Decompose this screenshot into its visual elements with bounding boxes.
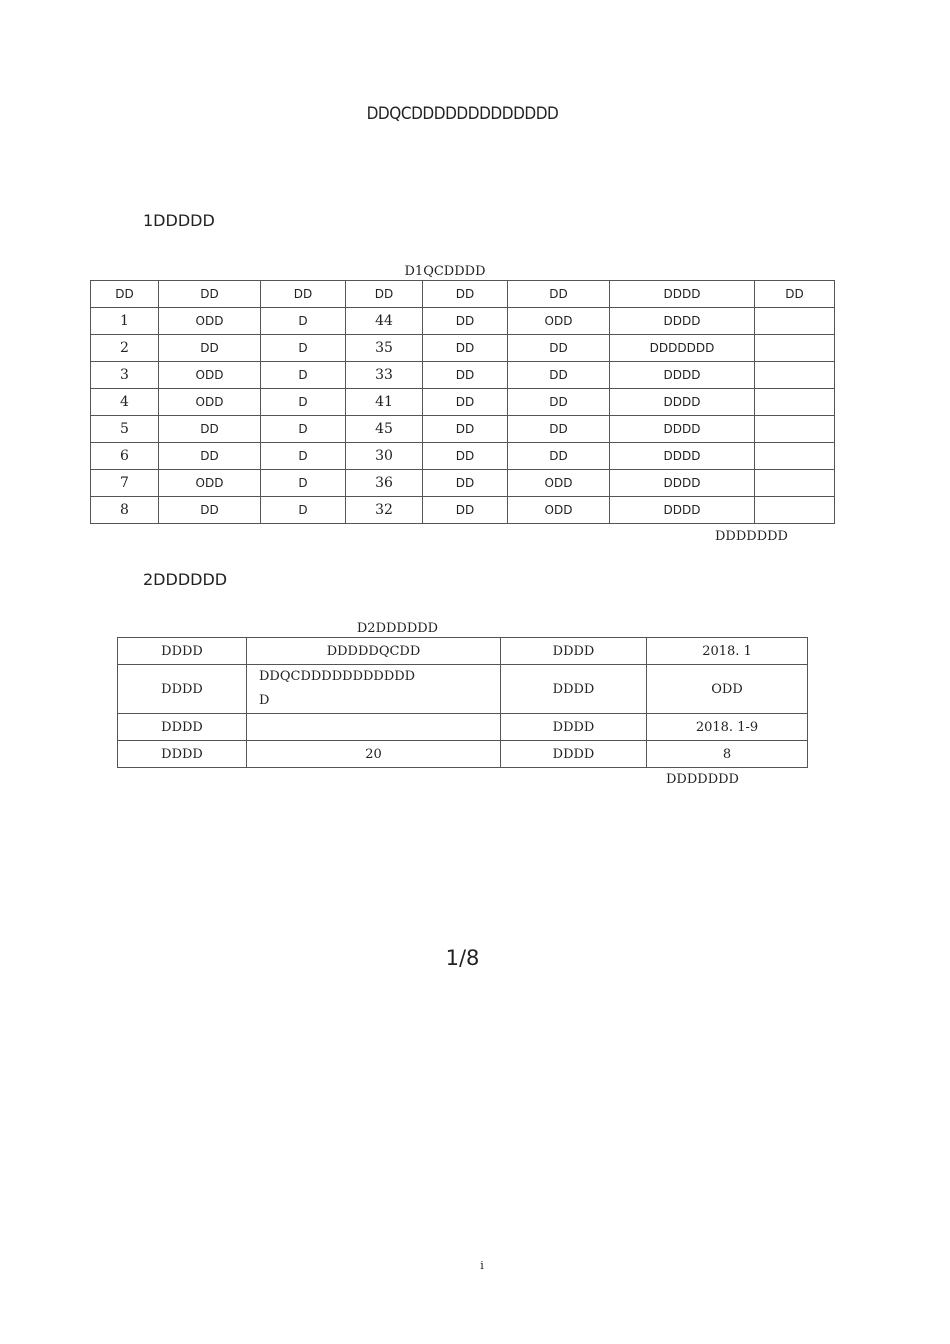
table-cell: DDDD xyxy=(610,443,755,470)
table-row xyxy=(91,497,835,524)
table-cell: DD xyxy=(508,335,610,362)
table-cell: D xyxy=(261,497,346,524)
table-cell: DD xyxy=(159,416,261,443)
table-2-caption: D2DDDDDD xyxy=(356,621,439,636)
table-cell xyxy=(755,335,835,362)
table-row xyxy=(91,389,835,416)
table-cell: DD xyxy=(423,308,508,335)
table-header-row xyxy=(91,281,835,308)
table-cell: DDDD xyxy=(610,497,755,524)
table-row xyxy=(91,308,835,335)
table-cell: DD xyxy=(423,470,508,497)
table-cell: DDDD xyxy=(501,714,647,741)
table-cell: 6 xyxy=(91,443,159,470)
table-cell: 41 xyxy=(346,389,423,416)
table-2-note: DDDDDDD xyxy=(666,772,739,787)
table-cell xyxy=(247,714,501,741)
cell-line: DDQCDDDDDDDDDDD xyxy=(259,669,416,684)
table-cell: DDDD xyxy=(610,470,755,497)
document-title: DDQCDDDDDDDDDDDDD xyxy=(366,104,559,124)
table-cell: DD xyxy=(423,362,508,389)
column-header: DD xyxy=(91,281,159,308)
page-number: 1/8 xyxy=(445,946,480,970)
column-header: DDDD xyxy=(610,281,755,308)
table-cell: D xyxy=(261,470,346,497)
section-2-heading: 2DDDDDD xyxy=(143,570,228,589)
table-row xyxy=(118,665,808,714)
table-cell: 8 xyxy=(647,741,808,768)
respondent-table xyxy=(90,280,835,524)
table-cell: 30 xyxy=(346,443,423,470)
table-row xyxy=(91,443,835,470)
section-1-heading: 1DDDDD xyxy=(143,211,215,230)
table-cell: DDDD xyxy=(118,665,247,714)
table-cell: 4 xyxy=(91,389,159,416)
table-cell: ODD xyxy=(159,362,261,389)
table-cell: DD xyxy=(423,335,508,362)
table-cell: 3 xyxy=(91,362,159,389)
table-cell: 36 xyxy=(346,470,423,497)
column-header: DD xyxy=(755,281,835,308)
table-cell: ODD xyxy=(508,308,610,335)
table-cell xyxy=(755,470,835,497)
table-cell: DDDD xyxy=(118,741,247,768)
table-row xyxy=(91,362,835,389)
table-cell: DD xyxy=(159,443,261,470)
table-row xyxy=(91,416,835,443)
table-1-caption: D1QCDDDD xyxy=(404,264,486,279)
cell-line: D xyxy=(259,693,270,708)
table-cell: DDDD xyxy=(610,308,755,335)
table-cell: ODD xyxy=(647,665,808,714)
table-cell: DD xyxy=(508,443,610,470)
table-cell: DDDD xyxy=(118,638,247,665)
table-cell: D xyxy=(261,335,346,362)
column-header: DD xyxy=(346,281,423,308)
table-cell: ODD xyxy=(159,470,261,497)
table-row xyxy=(118,714,808,741)
table-cell xyxy=(755,497,835,524)
table-cell xyxy=(247,665,501,714)
table-cell xyxy=(755,308,835,335)
footer-mark: i xyxy=(480,1259,484,1272)
table-cell: 5 xyxy=(91,416,159,443)
table-cell: ODD xyxy=(508,470,610,497)
table-cell: 44 xyxy=(346,308,423,335)
table-cell: 7 xyxy=(91,470,159,497)
table-cell xyxy=(755,362,835,389)
column-header: DD xyxy=(508,281,610,308)
table-cell: 33 xyxy=(346,362,423,389)
table-cell: 1 xyxy=(91,308,159,335)
table-cell: DDDD xyxy=(610,362,755,389)
table-cell: 32 xyxy=(346,497,423,524)
table-cell: DD xyxy=(508,362,610,389)
table-cell: DD xyxy=(423,443,508,470)
table-cell: D xyxy=(261,362,346,389)
table-cell: 2 xyxy=(91,335,159,362)
table-cell: DDDD xyxy=(610,389,755,416)
table-cell: 8 xyxy=(91,497,159,524)
survey-info-table xyxy=(117,637,808,768)
table-cell: 2018. 1-9 xyxy=(647,714,808,741)
column-header: DD xyxy=(159,281,261,308)
table-cell: DDDD xyxy=(501,741,647,768)
table-cell: DD xyxy=(159,335,261,362)
table-cell: DDDDDQCDD xyxy=(247,638,501,665)
table-cell: 35 xyxy=(346,335,423,362)
table-cell: 2018. 1 xyxy=(647,638,808,665)
table-row xyxy=(118,741,808,768)
table-row xyxy=(91,470,835,497)
table-cell: DD xyxy=(423,416,508,443)
table-cell: DDDD xyxy=(501,665,647,714)
table-cell: 45 xyxy=(346,416,423,443)
table-cell: DDDDDDD xyxy=(610,335,755,362)
table-cell: DDDD xyxy=(118,714,247,741)
column-header: DD xyxy=(423,281,508,308)
table-1-note: DDDDDDD xyxy=(715,529,788,544)
table-row xyxy=(118,638,808,665)
table-cell: DDDD xyxy=(610,416,755,443)
table-cell: ODD xyxy=(159,389,261,416)
table-cell: 20 xyxy=(247,741,501,768)
table-cell: DD xyxy=(159,497,261,524)
table-cell: ODD xyxy=(159,308,261,335)
table-cell: DD xyxy=(508,416,610,443)
table-cell xyxy=(755,443,835,470)
table-cell: D xyxy=(261,416,346,443)
table-cell: D xyxy=(261,389,346,416)
column-header: DD xyxy=(261,281,346,308)
table-cell: DDDD xyxy=(501,638,647,665)
table-cell: DD xyxy=(423,497,508,524)
table-cell: DD xyxy=(423,389,508,416)
table-cell xyxy=(755,416,835,443)
table-cell: DD xyxy=(508,389,610,416)
table-cell: ODD xyxy=(508,497,610,524)
table-row xyxy=(91,335,835,362)
table-cell xyxy=(755,389,835,416)
table-cell: D xyxy=(261,443,346,470)
table-cell: D xyxy=(261,308,346,335)
